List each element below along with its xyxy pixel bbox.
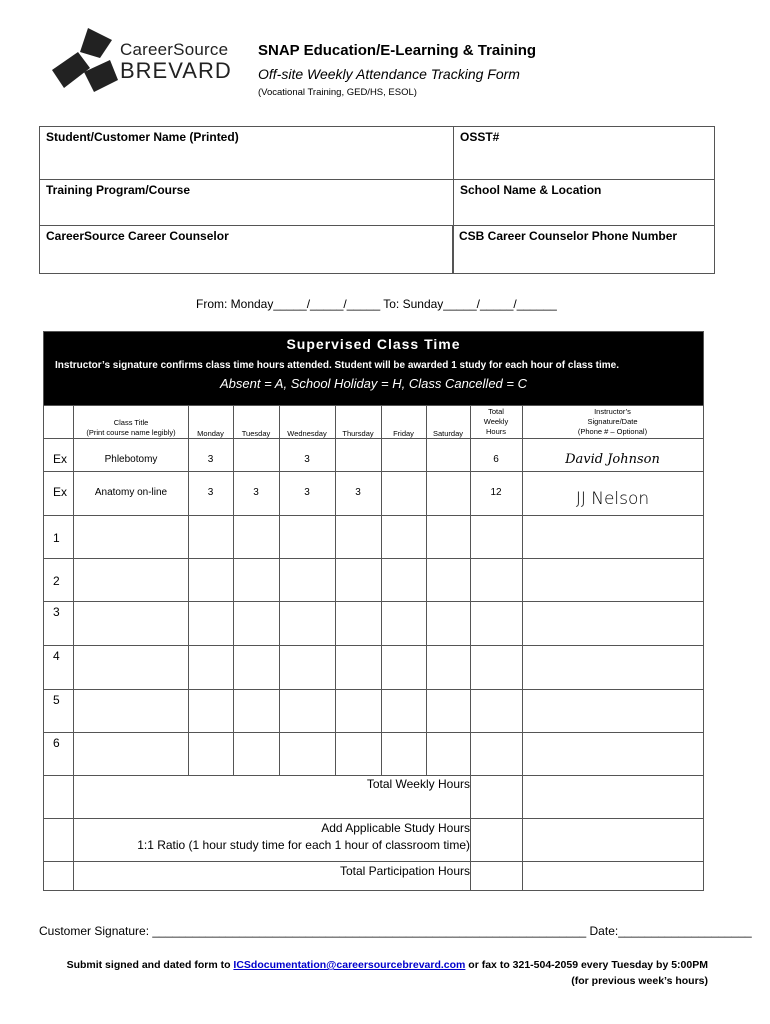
grid-row-line (44, 861, 703, 862)
col-instr-line2: Signature/Date (587, 417, 638, 426)
study-hours-label (74, 820, 470, 854)
day-cell-mon[interactable]: 3 (207, 487, 214, 498)
col-instr-line3: (Phone # – Optional) (577, 427, 648, 436)
total-weekly-hours-label: Total Weekly Hours (366, 777, 470, 791)
submit-instructions (20, 957, 708, 989)
grid-row-line (44, 471, 703, 472)
col-wednesday: Wednesday (287, 429, 327, 438)
col-class-title-label: Class Title (113, 418, 149, 427)
supervised-instruction: Instructor’s signature confirms class time hours attended. Student will be awarded 1 study for each hour of class time. (55, 360, 620, 371)
col-instr-line1: Instructor’s (594, 407, 631, 416)
col-monday: Monday (197, 429, 224, 438)
school-label: School Name & Location (460, 183, 602, 197)
col-class-title (74, 418, 188, 438)
grid-col-line (233, 405, 234, 775)
day-cell-wed[interactable]: 3 (304, 454, 310, 465)
row-label: Ex (53, 452, 68, 466)
form-note: (Vocational Training, GED/HS, ESOL) (258, 87, 417, 98)
row-label: 1 (53, 531, 60, 545)
grid-col-line (522, 405, 523, 890)
col-total-weekly-hours (470, 407, 522, 437)
row-label: 5 (53, 693, 60, 707)
row-label: 3 (53, 605, 60, 619)
grid-row-line (44, 818, 703, 819)
counselor-phone-label: CSB Career Counselor Phone Number (459, 229, 678, 243)
col-class-title-note: (Print course name legibly) (86, 428, 176, 437)
row-label: 4 (53, 649, 60, 663)
col-instructor-signature (522, 407, 703, 437)
total-hours-cell[interactable]: 12 (490, 487, 502, 498)
student-name-label: Student/Customer Name (Printed) (46, 130, 239, 144)
grid-col-line (73, 405, 74, 890)
row-label: 6 (53, 736, 60, 750)
customer-signature-line[interactable]: Customer Signature: _________________________________________________________________ Date:____________________ (39, 924, 752, 938)
grid-row-line (44, 689, 703, 690)
col-saturday: Saturday (432, 429, 464, 438)
submit-suffix: or fax to 321-504-2059 every Tuesday by 5:00PM (465, 959, 708, 971)
day-cell-thu[interactable]: 3 (355, 487, 361, 498)
col-thursday: Thursday (342, 429, 374, 438)
grid-row-line (44, 645, 703, 646)
program-field[interactable] (40, 180, 454, 226)
attendance-codes: Absent = A, School Holiday = H, Class Cancelled = C (220, 376, 527, 391)
day-cell-tue[interactable]: 3 (253, 487, 259, 498)
grid-col-line (470, 405, 471, 890)
osst-field[interactable] (454, 127, 714, 180)
school-field[interactable] (454, 180, 714, 226)
grid-row-line (44, 601, 703, 602)
grid-row-line (44, 405, 703, 406)
counselor-phone-field[interactable] (452, 226, 714, 273)
row-label: Ex (53, 485, 68, 499)
grid-col-line (381, 405, 382, 775)
col-tuesday: Tuesday (241, 429, 271, 438)
form-title: SNAP Education/E-Learning & Training (258, 42, 537, 59)
form-subtitle: Off-site Weekly Attendance Tracking Form (258, 66, 520, 82)
col-friday: Friday (393, 429, 414, 438)
study-hours-line1: Add Applicable Study Hours (321, 821, 470, 835)
class-title-cell[interactable]: Phlebotomy (104, 454, 158, 465)
instructor-signature[interactable]: JJ Nelson (575, 489, 650, 509)
grid-row-line (44, 558, 703, 559)
col-total-line3: Hours (485, 427, 506, 436)
osst-label: OSST# (460, 130, 500, 144)
col-total-line1: Total (488, 407, 504, 416)
total-hours-cell[interactable]: 6 (493, 454, 499, 465)
submit-prefix: Submit signed and dated form to (66, 959, 234, 971)
supervised-title: Supervised Class Time (286, 336, 461, 352)
grid-col-line (426, 405, 427, 775)
counselor-label: CareerSource Career Counselor (46, 229, 229, 243)
col-total-line2: Weekly (483, 417, 509, 426)
counselor-field[interactable] (40, 226, 454, 273)
total-participation-label: Total Participation Hours (339, 864, 470, 878)
student-name-field[interactable] (40, 127, 454, 180)
day-cell-mon[interactable]: 3 (207, 454, 214, 465)
row-label: 2 (53, 574, 60, 588)
day-cell-wed[interactable]: 3 (304, 487, 310, 498)
student-info-table (39, 126, 715, 274)
supervised-header (44, 332, 703, 405)
grid-row-line (44, 515, 703, 516)
program-label: Training Program/Course (46, 183, 191, 197)
grid-col-line (335, 405, 336, 775)
logo-line2: BREVARD (120, 58, 232, 83)
instructor-signature[interactable]: David Johnson (565, 452, 660, 467)
submit-line2: (for previous week’s hours) (571, 975, 708, 987)
email-link[interactable]: ICSdocumentation@careersourcebrevard.com (233, 959, 466, 971)
grid-row-line (44, 732, 703, 733)
logo-line1: CareerSource (120, 40, 229, 59)
study-hours-line2: 1:1 Ratio (1 hour study time for each 1 hour of classroom time) (137, 838, 470, 852)
class-title-cell[interactable]: Anatomy on-line (94, 487, 168, 498)
date-range[interactable]: From: Monday_____/_____/_____ To: Sunday_____/_____/______ (196, 297, 557, 311)
